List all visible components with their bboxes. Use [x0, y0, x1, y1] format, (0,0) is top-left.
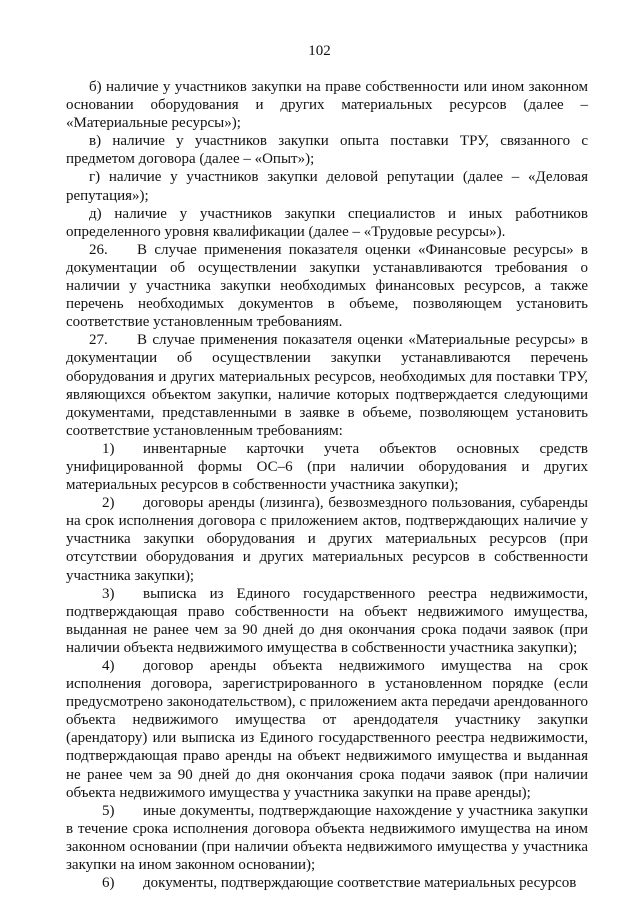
- clause-number: 26.: [89, 241, 108, 258]
- list-item-2: [66, 494, 588, 584]
- list-item-number: 5): [102, 802, 115, 819]
- clause-26: [66, 241, 588, 331]
- paragraph-d: д) наличие у участников закупки специалистов и иных работников определенного уровня квалификации (далее – «Трудовые ресурсы»).: [66, 205, 588, 240]
- list-item-number: 3): [102, 585, 115, 602]
- list-item-number: 4): [102, 658, 115, 674]
- list-item-5: [66, 802, 588, 874]
- list-item-text: инвентарные карточки учета объектов основных средств унифицированной формы ОС–6 (при наличии оборудования и других материальных ресурсов в собственности участника закупки);: [66, 440, 588, 494]
- list-item-text: документы, подтверждающие соответствие материальных ресурсов: [143, 875, 577, 892]
- list-item-4: [66, 657, 588, 802]
- document-body: [66, 78, 588, 892]
- clause-number: 27.: [89, 332, 108, 349]
- clause-text: В случае применения показателя оценки «Финансовые ресурсы» в документации об осуществлении закупки устанавливаются требования о наличии у участника закупки необходимых финансовых ресурсов, а также перечень необходимых документов в объеме, позволяющем установить соответствие установленным требованиям.: [66, 241, 588, 331]
- list-item-text: иные документы, подтверждающие нахождение у участника закупки в течение срока исполнения договора объекта недвижимого имущества на ином законном основании (при наличии объекта недвижимого имущества у участника закупки на ином законном основании);: [66, 802, 588, 874]
- list-item-1: [66, 440, 588, 494]
- list-item-number: 6): [102, 875, 115, 892]
- clause-text: В случае применения показателя оценки «Материальные ресурсы» в документации об осуществлении закупки устанавливаются перечень оборудования и других материальных ресурсов, необходимых для поставки ТРУ, являющихся объектом закупки, наличие которых подтверждается следующими документами, представленными в заявке в объеме, позволяющем установить соответствие установленным требованиям:: [66, 332, 588, 439]
- list-item-text: договоры аренды (лизинга), безвозмездного пользования, субаренды на срок исполнения договора с приложением актов, подтверждающих наличие у участника закупки оборудования и других материальных ресурсов (при отсутствии оборудования и других материальных ресурсов в собственности участника закупки);: [66, 495, 588, 584]
- list-item-number: 2): [102, 495, 115, 512]
- list-item-6: [66, 874, 588, 892]
- paragraph-g: г) наличие у участников закупки деловой репутации (далее – «Деловая репутация»);: [66, 169, 588, 204]
- list-item-number: 1): [102, 440, 115, 457]
- paragraph-v: в) наличие у участников закупки опыта поставки ТРУ, связанного с предметом договора (далее – «Опыт»);: [66, 133, 588, 168]
- list-item-3: [66, 585, 588, 657]
- list-item-text: договор аренды объекта недвижимого имущества на срок исполнения договора, зарегистрированного в установленном порядке (если предусмотрено законодательством), с приложением акта передачи арендованного объекта недвижимого имущества от арендодателя участнику закупки (арендатору) или выписка из Единого государственного реестра недвижимости, подтверждающая право аренды на объект недвижимого имущества и выданная не ранее чем за 90 дней до дня окончания срока подачи заявок (при наличии объекта недвижимого имущества у участника закупки на праве аренды);: [66, 658, 588, 801]
- list-item-text: выписка из Единого государственного реестра недвижимости, подтверждающая право собственности на объект недвижимого имущества, выданная не ранее чем за 90 дней до дня окончания срока подачи заявок (при наличии объекта недвижимого имущества в собственности участника закупки);: [66, 585, 588, 656]
- page-number: 102: [308, 43, 331, 59]
- clause-27: [66, 331, 588, 440]
- paragraph-b: б) наличие у участников закупки на праве собственности или ином законном основании оборудования и других материальных ресурсов (далее – «Материальные ресурсы»);: [66, 79, 588, 132]
